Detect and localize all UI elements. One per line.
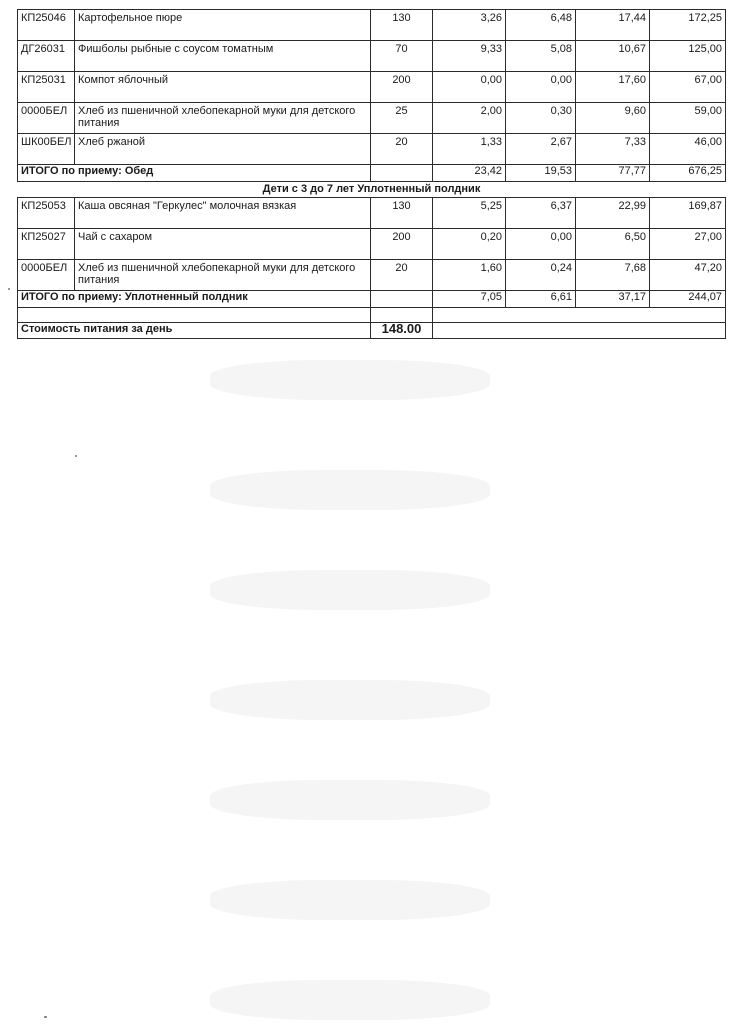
dish-name: Компот яблочный: [75, 72, 371, 103]
dish-protein: 0,00: [433, 72, 506, 103]
total-kcal: 244,07: [650, 291, 726, 308]
dish-name: Хлеб ржаной: [75, 134, 371, 165]
dish-yield: 20: [371, 134, 433, 165]
dish-code: КП25027: [18, 229, 75, 260]
dish-code: КП25046: [18, 10, 75, 41]
scan-smudge: [210, 470, 490, 510]
dish-carb: 17,60: [576, 72, 650, 103]
dish-protein: 3,26: [433, 10, 506, 41]
dish-code: ДГ26031: [18, 41, 75, 72]
dish-carb: 6,50: [576, 229, 650, 260]
table-row: [18, 260, 726, 291]
dish-carb: 10,67: [576, 41, 650, 72]
dish-kcal: 172,25: [650, 10, 726, 41]
table-row: [18, 198, 726, 229]
dish-code: КП25053: [18, 198, 75, 229]
daily-cost-row: [18, 323, 726, 339]
section-header-row: [18, 182, 726, 198]
blank-cell: [371, 308, 433, 323]
total-row-poldnik: [18, 291, 726, 308]
dish-protein: 5,25: [433, 198, 506, 229]
dish-code: 0000БЕЛ: [18, 103, 75, 134]
dish-carb: 22,99: [576, 198, 650, 229]
dish-kcal: 169,87: [650, 198, 726, 229]
table-row: [18, 10, 726, 41]
scan-smudge: [210, 360, 490, 400]
dish-protein: 1,33: [433, 134, 506, 165]
blank-row: [18, 308, 726, 323]
dish-yield: 130: [371, 198, 433, 229]
scan-smudge: [210, 780, 490, 820]
dish-name: Картофельное пюре: [75, 10, 371, 41]
cost-empty: [433, 323, 726, 339]
dish-name: Хлеб из пшеничной хлебопекарной муки для детского питания: [75, 103, 371, 134]
total-protein: 23,42: [433, 165, 506, 182]
table-row: [18, 134, 726, 165]
scan-smudge: [210, 570, 490, 610]
dish-carb: 7,68: [576, 260, 650, 291]
dish-protein: 2,00: [433, 103, 506, 134]
table-row: [18, 229, 726, 260]
scan-smudge: [210, 680, 490, 720]
scan-smudge: [210, 980, 490, 1020]
dish-fat: 5,08: [506, 41, 576, 72]
dish-code: ШК00БЕЛ: [18, 134, 75, 165]
dish-fat: 0,00: [506, 72, 576, 103]
dish-yield: 130: [371, 10, 433, 41]
dish-name: Каша овсяная "Геркулес" молочная вязкая: [75, 198, 371, 229]
cost-label: Стоимость питания за день: [18, 323, 371, 339]
dish-protein: 0,20: [433, 229, 506, 260]
dish-kcal: 125,00: [650, 41, 726, 72]
dish-kcal: 27,00: [650, 229, 726, 260]
scan-smudge: [210, 880, 490, 920]
dish-kcal: 46,00: [650, 134, 726, 165]
dish-yield: 200: [371, 72, 433, 103]
total-fat: 6,61: [506, 291, 576, 308]
dish-fat: 0,00: [506, 229, 576, 260]
blank-cell: [18, 308, 371, 323]
dish-protein: 9,33: [433, 41, 506, 72]
dish-yield: 25: [371, 103, 433, 134]
dish-kcal: 59,00: [650, 103, 726, 134]
dish-fat: 0,30: [506, 103, 576, 134]
dish-fat: 6,48: [506, 10, 576, 41]
dish-yield: 70: [371, 41, 433, 72]
table-row: [18, 103, 726, 134]
total-fat: 19,53: [506, 165, 576, 182]
dish-fat: 2,67: [506, 134, 576, 165]
total-yield-empty: [371, 291, 433, 308]
total-carb: 77,77: [576, 165, 650, 182]
total-kcal: 676,25: [650, 165, 726, 182]
total-carb: 37,17: [576, 291, 650, 308]
cost-value: 148.00: [371, 323, 433, 339]
dish-kcal: 67,00: [650, 72, 726, 103]
dish-name: Чай с сахаром: [75, 229, 371, 260]
table-row: [18, 72, 726, 103]
dish-carb: 17,44: [576, 10, 650, 41]
dish-kcal: 47,20: [650, 260, 726, 291]
dish-protein: 1,60: [433, 260, 506, 291]
dish-carb: 7,33: [576, 134, 650, 165]
dish-yield: 20: [371, 260, 433, 291]
dish-code: 0000БЕЛ: [18, 260, 75, 291]
scan-speck: [44, 1016, 47, 1018]
scan-speck: [8, 288, 10, 290]
dish-code: КП25031: [18, 72, 75, 103]
table-row: [18, 41, 726, 72]
nutrition-table: [17, 9, 726, 339]
total-row-obed: [18, 165, 726, 182]
dish-yield: 200: [371, 229, 433, 260]
total-label: ИТОГО по приему: Уплотненный полдник: [18, 291, 371, 308]
total-label: ИТОГО по приему: Обед: [18, 165, 371, 182]
dish-carb: 9,60: [576, 103, 650, 134]
scan-speck: [75, 455, 77, 457]
total-yield-empty: [371, 165, 433, 182]
blank-cell: [433, 308, 726, 323]
dish-fat: 0,24: [506, 260, 576, 291]
dish-name: Фишболы рыбные с соусом томатным: [75, 41, 371, 72]
section-title: Дети с 3 до 7 лет Уплотненный полдник: [18, 182, 726, 198]
dish-name: Хлеб из пшеничной хлебопекарной муки для детского питания: [75, 260, 371, 291]
dish-fat: 6,37: [506, 198, 576, 229]
total-protein: 7,05: [433, 291, 506, 308]
